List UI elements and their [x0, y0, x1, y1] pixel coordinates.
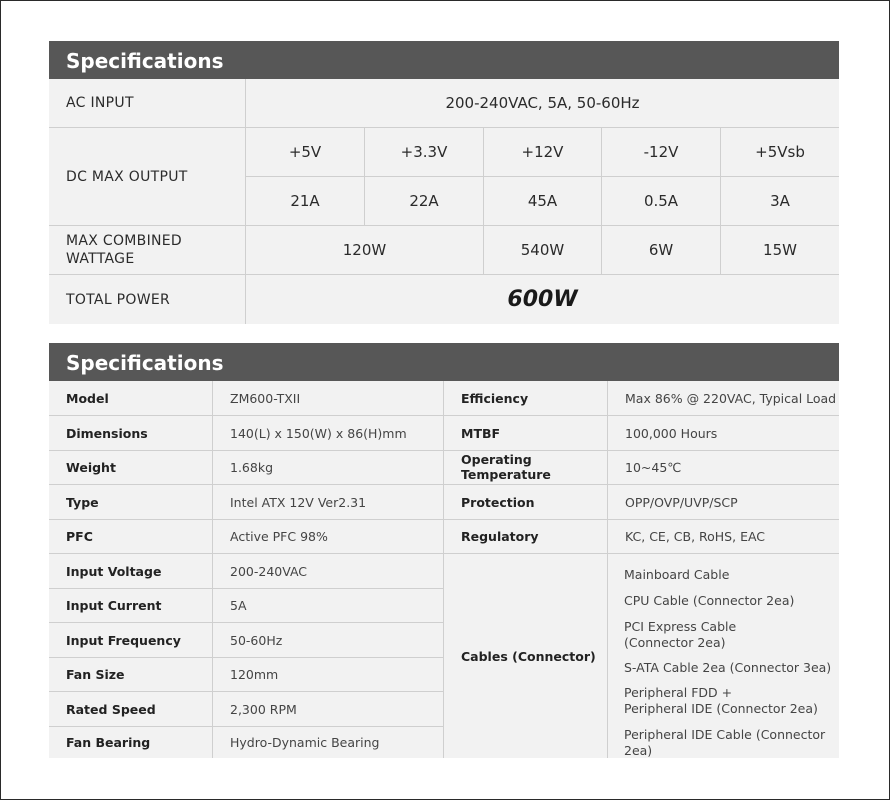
current-5v: 21A: [290, 192, 320, 210]
spec-key-efficiency: Efficiency: [461, 390, 529, 406]
rail-neg12v: -12V: [643, 143, 679, 161]
spec-key-weight: Weight: [66, 459, 116, 475]
spec-key-model: Model: [66, 390, 109, 406]
spec-value-rated-speed: 2,300 RPM: [230, 701, 297, 717]
current-3v3: 22A: [409, 192, 439, 210]
power-output-spec-panel: [49, 41, 839, 324]
wattage-neg12v: 6W: [648, 241, 674, 259]
current-12v: 45A: [527, 192, 558, 210]
max-combined-wattage-label: [49, 226, 245, 274]
spec-value-regulatory: KC, CE, CB, RoHS, EAC: [625, 528, 766, 544]
spec-key-fan-bearing: Fan Bearing: [66, 734, 151, 750]
spec-value-input-current: 5A: [230, 597, 247, 613]
ac-input-value: 200-240VAC, 5A, 50-60Hz: [445, 94, 640, 112]
wattage-12v: 540W: [520, 241, 565, 259]
total-power-label: TOTAL POWER: [66, 291, 171, 308]
spec-key-mtbf: MTBF: [461, 425, 501, 441]
panel-title: Specifications: [49, 41, 839, 79]
cable-item-line: Peripheral FDD +: [624, 685, 733, 700]
spec-value-operating-temperature: 10~45℃: [625, 459, 682, 475]
spec-value-weight: 1.68kg: [230, 459, 274, 475]
spec-value-input-frequency: 50-60Hz: [230, 632, 283, 648]
spec-key-protection: Protection: [461, 494, 535, 510]
max-combined-label-line1: MAX COMBINED: [66, 233, 183, 249]
current-neg12v: 0.5A: [643, 192, 679, 210]
cable-item: [624, 567, 834, 583]
spec-key-pfc: PFC: [66, 528, 93, 544]
spec-key-dimensions: Dimensions: [66, 425, 148, 441]
spec-key-type: Type: [66, 494, 99, 510]
general-spec-table: [49, 381, 839, 758]
spec-value-type: Intel ATX 12V Ver2.31: [230, 494, 367, 510]
cable-item-line: S-ATA Cable 2ea (Connector 3ea): [624, 660, 832, 675]
spec-value-dimensions: 140(L) x 150(W) x 86(H)mm: [230, 425, 407, 441]
dc-max-output-label: DC MAX OUTPUT: [66, 168, 188, 185]
spec-key-input-voltage: Input Voltage: [66, 563, 162, 579]
spec-value-fan-bearing: Hydro-Dynamic Bearing: [230, 734, 380, 750]
total-power-value: 600W: [507, 287, 578, 312]
spec-value-model: ZM600-TXII: [230, 390, 301, 406]
wattage-5vsb: 15W: [763, 241, 797, 259]
rail-5v: +5V: [288, 143, 322, 161]
cable-item-line: Mainboard Cable: [624, 567, 730, 582]
panel-title: Specifications: [49, 343, 839, 381]
spec-key-rated-speed: Rated Speed: [66, 701, 156, 717]
cable-item: [624, 660, 834, 676]
spec-value-mtbf: 100,000 Hours: [625, 425, 718, 441]
spec-key-input-frequency: Input Frequency: [66, 632, 181, 648]
spec-key-regulatory: Regulatory: [461, 528, 539, 544]
spec-key-operating-temperature: Operating Temperature: [461, 452, 551, 482]
current-5vsb: 3A: [770, 192, 790, 210]
rail-5vsb: +5Vsb: [755, 143, 805, 161]
cable-item: [624, 593, 834, 609]
max-combined-label-line2: WATTAGE: [66, 251, 135, 267]
spec-value-fan-size: 120mm: [230, 666, 279, 682]
spec-key-cables: Cables (Connector): [461, 648, 596, 664]
wattage-5v-3v3: 120W: [342, 241, 387, 259]
spec-value-protection: OPP/OVP/UVP/SCP: [625, 494, 738, 510]
spec-key-fan-size: Fan Size: [66, 666, 125, 682]
ac-input-label: AC INPUT: [66, 95, 134, 111]
cable-item-line: PCI Express Cable: [624, 619, 737, 634]
cable-item: [624, 685, 834, 717]
spec-value-efficiency: Max 86% @ 220VAC, Typical Load: [625, 390, 837, 406]
cable-item-line: Peripheral IDE (Connector 2ea): [624, 701, 818, 716]
cable-item-line: (Connector 2ea): [624, 635, 726, 650]
cable-item: [624, 727, 834, 759]
spec-value-input-voltage: 200-240VAC: [230, 563, 308, 579]
spec-key-input-current: Input Current: [66, 597, 162, 613]
power-output-table: [49, 79, 839, 324]
cable-item-line: CPU Cable (Connector 2ea): [624, 593, 795, 608]
rail-12v: +12V: [521, 143, 564, 161]
general-spec-panel: [49, 343, 839, 758]
cable-item-line: Peripheral IDE Cable (Connector 2ea): [624, 727, 826, 758]
rail-3v3: +3.3V: [400, 143, 448, 161]
cable-item: [624, 619, 834, 651]
spec-value-pfc: Active PFC 98%: [230, 528, 328, 544]
